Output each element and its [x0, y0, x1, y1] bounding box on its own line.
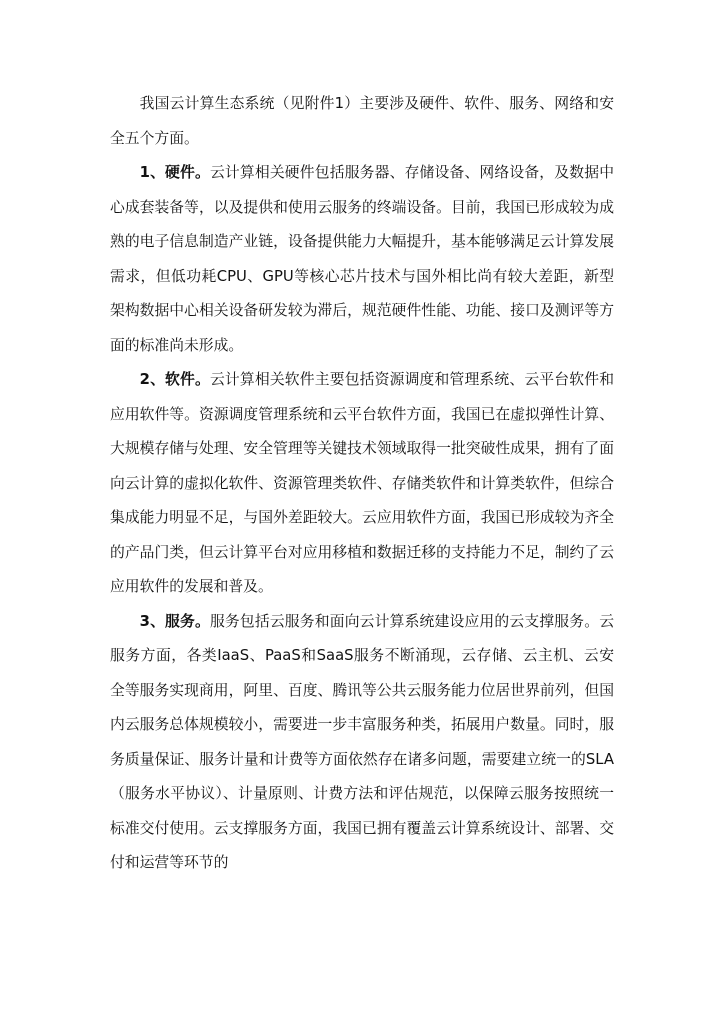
paragraph-software: [110, 363, 614, 605]
paragraph-services-heading: 3、服务。: [139, 612, 210, 630]
paragraph-hardware-text: 云计算相关硬件包括服务器、存储设备、网络设备，及数据中心成套装备等，以及提供和使用云服务的终端设备。目前，我国已形成较为成熟的电子信息制造产业链，设备提供能力大幅提升，基本能够满足云计算发展需求，但低功耗CPU、GPU等核心芯片技术与国外相比尚有较大差距，新型架构数据中心相关设备研发较为滞后，规范硬件性能、功能、接口及测评等方面的标准尚未形成。: [110, 164, 614, 354]
paragraph-software-heading: 2、软件。: [139, 371, 210, 388]
paragraph-services-text: 服务包括云服务和面向云计算系统建设应用的云支撑服务。云服务方面，各类IaaS、PaaS和SaaS服务不断涌现，云存储、云主机、云安全等服务实现商用，阿里、百度、腾讯等公共云服务能力位居世界前列，但国内云服务总体规模较小，需要进一步丰富服务种类，拓展用户数量。同时，服务质量保证、服务计量和计费等方面依然存在诸多问题，需要建立统一的SLA（服务水平协议）、计量原则、计费方法和评估规范，以保障云服务按照统一标准交付使用。云支撑服务方面，我国已拥有覆盖云计算系统设计、部署、交付和运营等环节的: [110, 612, 614, 871]
paragraph-software-text: 云计算相关软件主要包括资源调度和管理系统、云平台软件和应用软件等。资源调度管理系统和云平台软件方面，我国已在虚拟弹性计算、大规模存储与处理、安全管理等关键技术领域取得一批突破性成果，拥有了面向云计算的虚拟化软件、资源管理类软件、存储类软件和计算类软件，但综合集成能力明显不足，与国外差距较大。云应用软件方面，我国已形成较为齐全的产品门类，但云计算平台对应用移植和数据迁移的支持能力不足，制约了云应用软件的发展和普及。: [110, 371, 614, 595]
paragraph-intro: [110, 87, 614, 156]
paragraph-hardware-heading: 1、硬件。: [139, 164, 210, 181]
paragraph-hardware: [110, 156, 614, 363]
paragraph-services: [110, 605, 614, 881]
paragraph-intro-text: 我国云计算生态系统（见附件1）主要涉及硬件、软件、服务、网络和安全五个方面。: [110, 95, 614, 147]
